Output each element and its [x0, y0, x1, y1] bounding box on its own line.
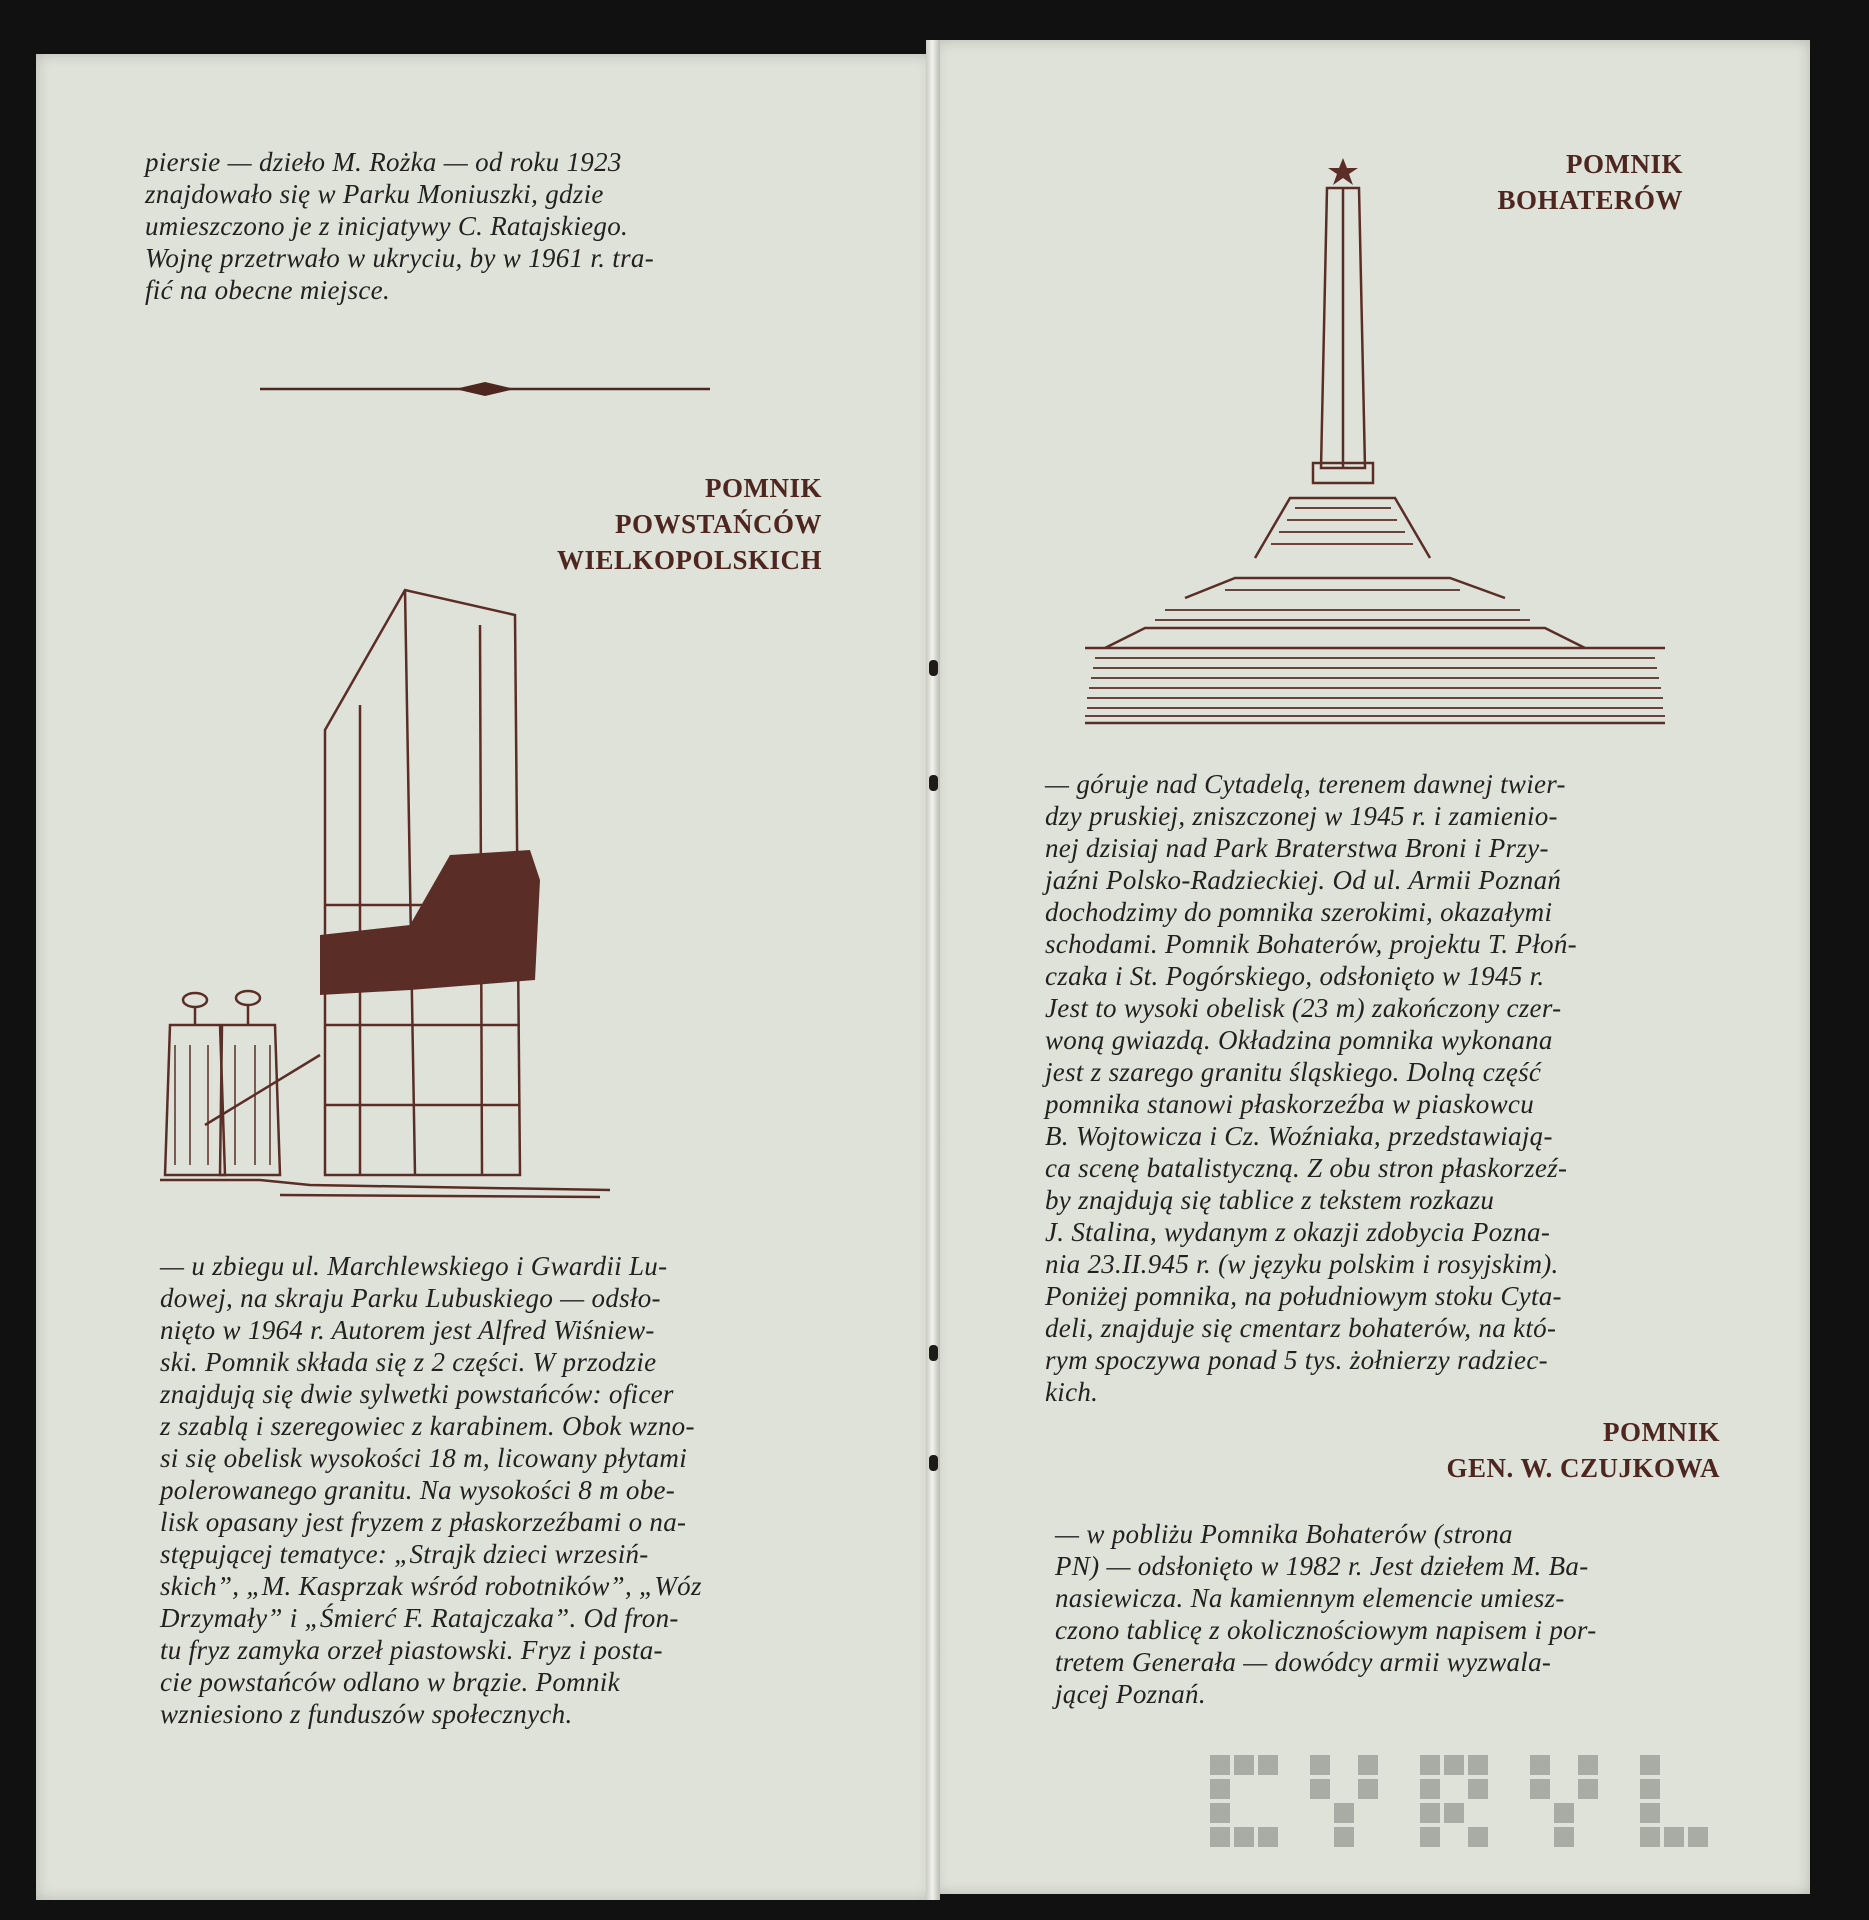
heading-pomnik-powstancow: POMNIK POWSTAŃCÓW WIELKOPOLSKICH [556, 473, 822, 575]
heading-pomnik-czujkowa: POMNIK GEN. W. CZUJKOWA [1446, 1417, 1720, 1483]
binding-stitch [929, 1455, 938, 1471]
heading-pomnik-bohaterow: POMNIK BOHATERÓW [1497, 149, 1683, 215]
binding-stitch [929, 660, 938, 676]
heroes-monument-description: — góruje nad Cytadelą, terenem dawnej twier- dzy pruskiej, zniszczonej w 1945 r. i zamienio- nej dzisiaj nad Park Braterstwa Broni i Przy- jaźni Polsko-Radzieckiej. Od ul. Armii Poznań dochodzimy do pomnika szerokimi, okazałymi schodami. Pomnik Bohaterów, projektu T. Płoń- czaka i St. Pogórskiego, odsłonięto w 1945 r. Jest to wysoki obelisk (23 m) zakończony czer- woną gwiazdą. Okładzina pomnika wykonana jest z szarego granitu śląskiego. Dolną część pomnika stanowi płaskorzeźba w piaskowcu B. Wojtowicza i Cz. Woźniaka, przedstawiają- ca scenę batalistyczną. Z obu stron płaskorzeź- by znajdują się tablice z tekstem rozkazu J. Stalina, wydanym z okazji zdobycia Pozna- nia 23.II.945 r. (w języku polskim i rosyjskim). Poniżej pomnika, na południowym stoku Cyta- deli, znajduje się cmentarz bohaterów, na któ- rym spoczywa ponad 5 tys. żołnierzy radziec- kich. [1045, 769, 1577, 1407]
cyryl-watermark-logo [1210, 1755, 1770, 1865]
binding-stitch [929, 1345, 938, 1361]
book-spine [926, 40, 940, 1900]
heroes-monument-illustration [1075, 158, 1675, 728]
insurgents-monument-description: — u zbiegu ul. Marchlewskiego i Gwardii Lu- dowej, na skraju Parku Lubuskiego — odsło- nięto w 1964 r. Autorem jest Alfred Wiśniew- ski. Pomnik składa się z 2 części. W przodzie znajdują się dwie sylwetki powstańców: oficer z szablą i szeregowiec z karabinem. Obok wzno- si się obelisk wysokości 18 m, licowany płytami polerowanego granitu. Na wysokości 8 m obe- lisk opasany jest fryzem z płaskorzeźbami o na- stępującej tematyce: „Strajk dzieci wrzesiń- skich”, „M. Kasprzak wśród robotników”, „Wóz Drzymały” i „Śmierć F. Ratajczaka”. Od fron- tu fryz zamyka orzeł piastowski. Fryz i posta- cie powstańców odlano w brązie. Pomnik wzniesiono z funduszów społecznych. [160, 1251, 702, 1729]
czujkow-monument-description: — w pobliżu Pomnika Bohaterów (strona PN) — odsłonięto w 1982 r. Jest dziełem M. Ba- nasiewicza. Na kamiennym elemencie umiesz- czono tablicę z okolicznościowym napisem i por- tretem Generała — dowódcy armii wyzwala- jącej Poznań. [1055, 1519, 1597, 1709]
intro-paragraph: piersie — dzieło M. Rożka — od roku 1923 znajdowało się w Parku Moniuszki, gdzie umieszczono je z inicjatywy C. Ratajskiego. Wojnę przetrwało w ukryciu, by w 1961 r. tra- fić na obecne miejsce. [145, 147, 654, 305]
insurgents-monument-illustration [160, 585, 615, 1205]
section-divider-ornament [260, 378, 710, 400]
binding-stitch [929, 775, 938, 791]
